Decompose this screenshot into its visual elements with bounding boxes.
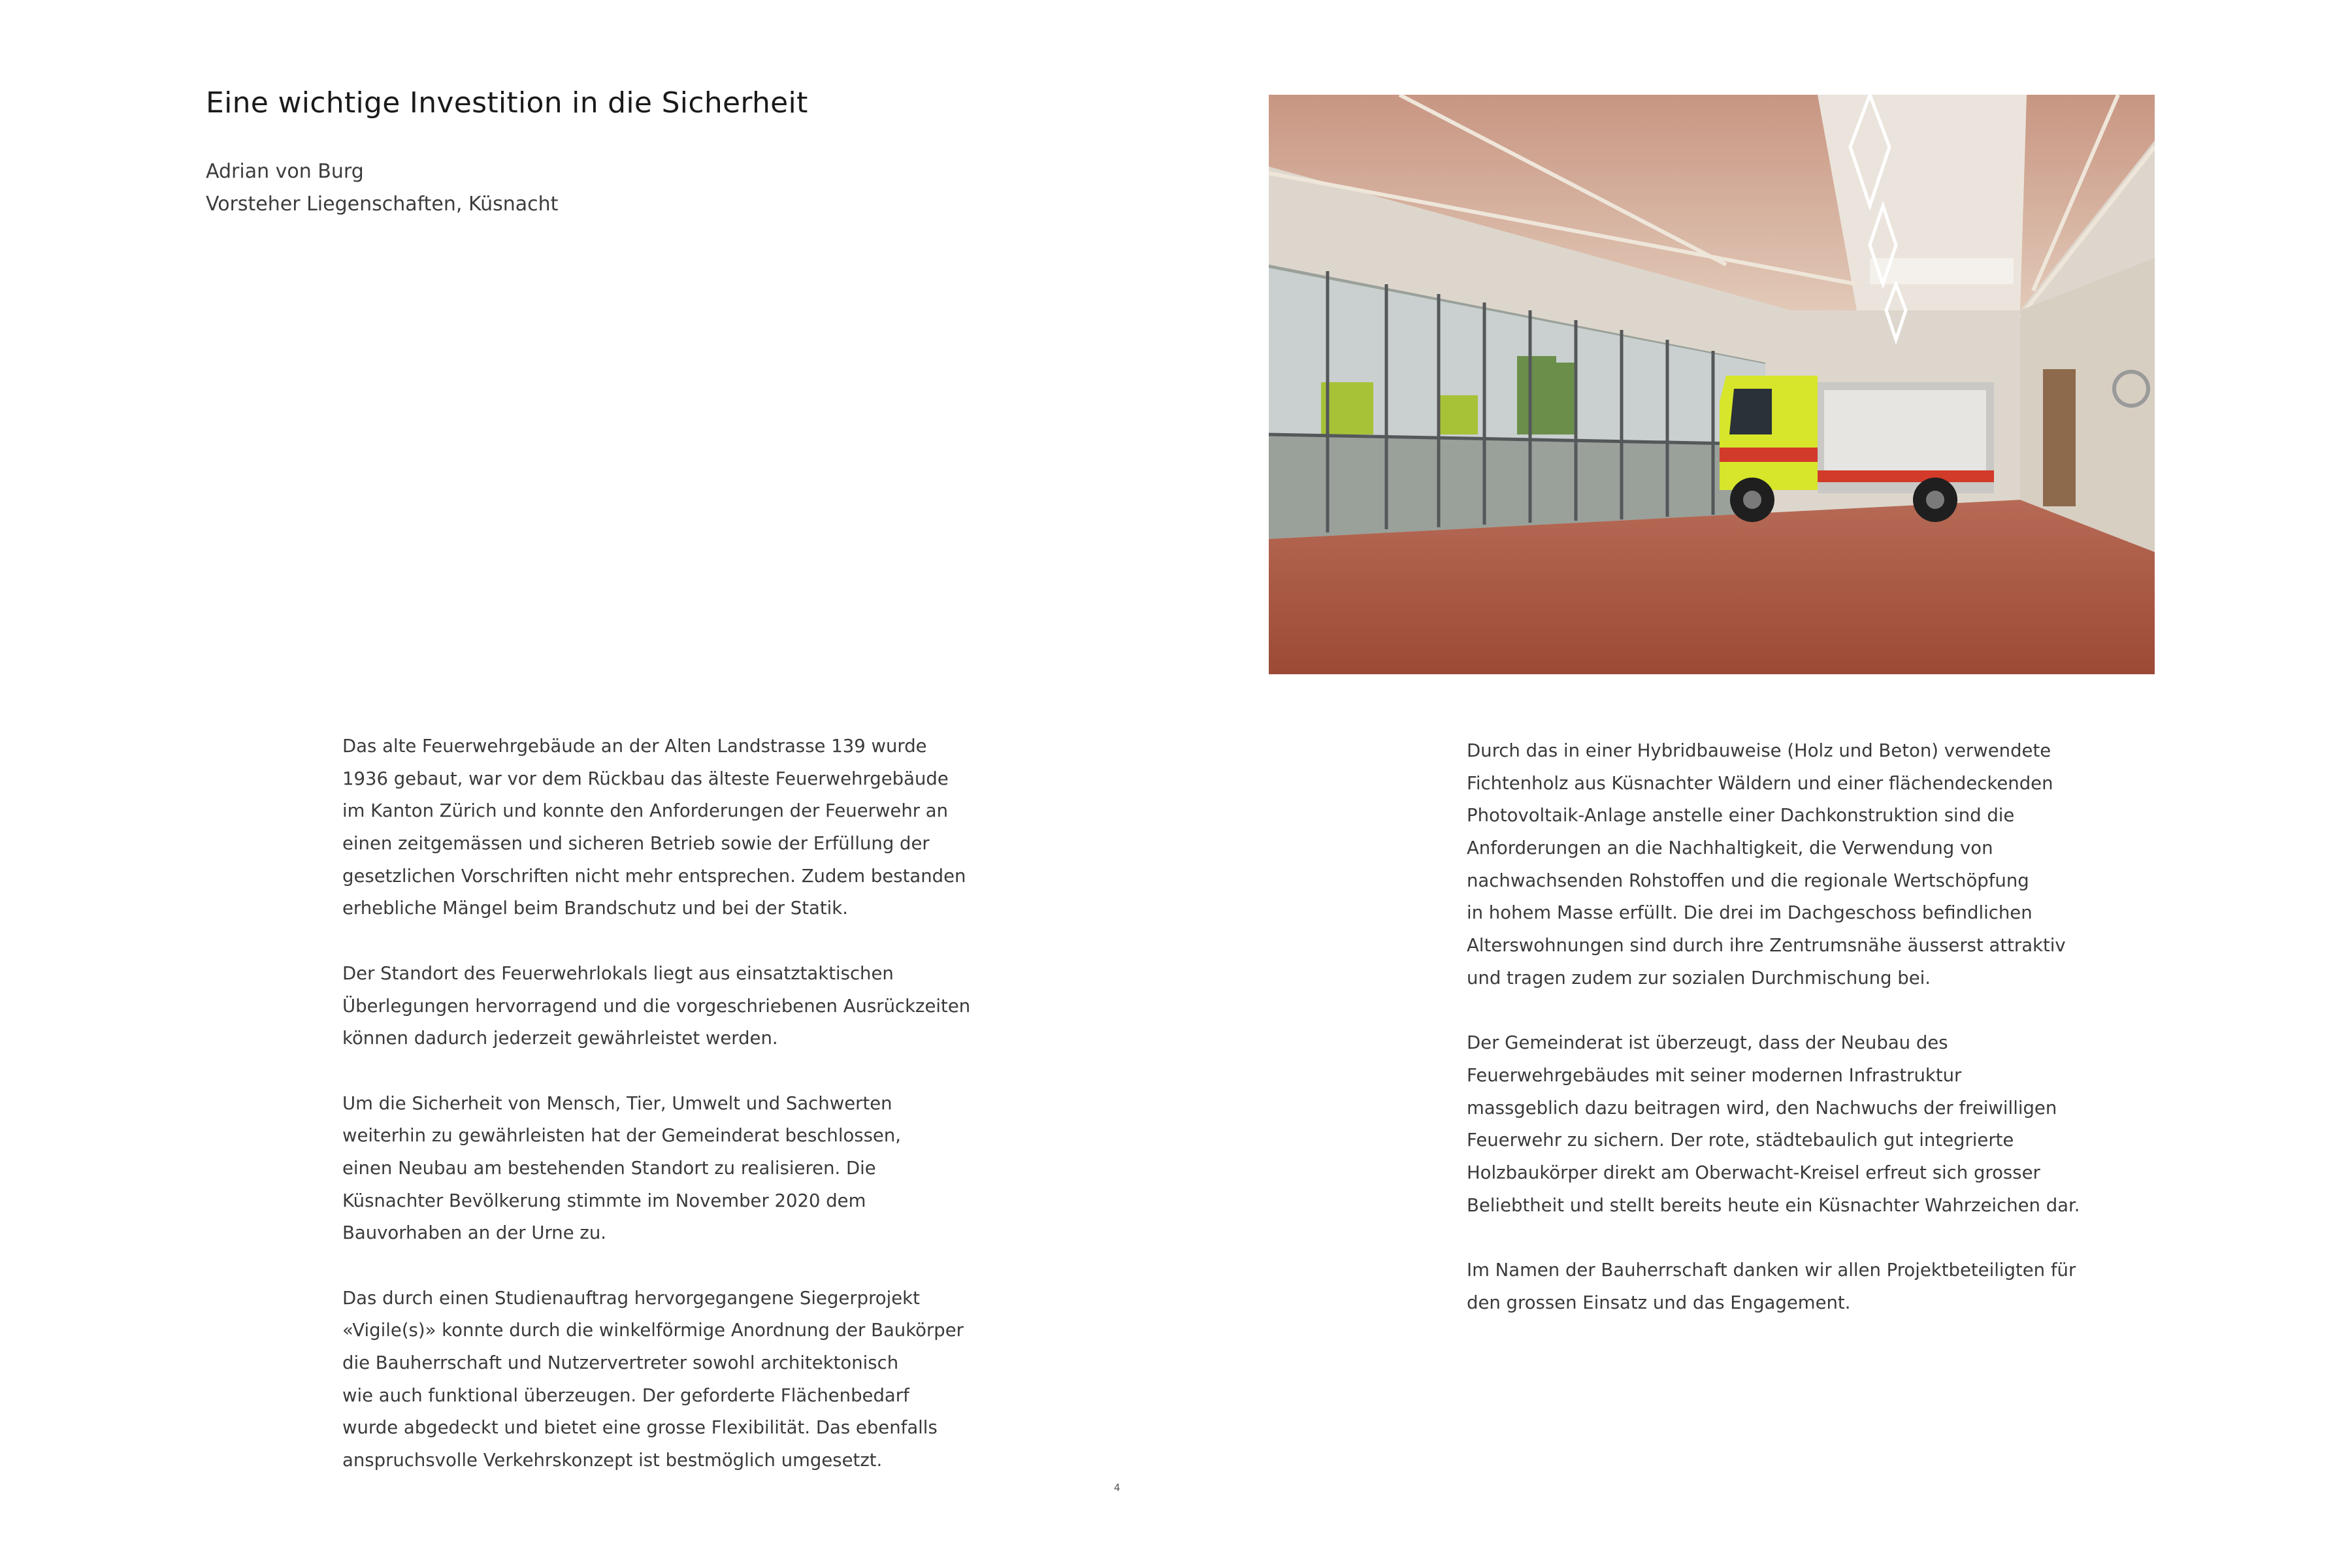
text-line: nachwachsenden Rohstoffen und die regionale Wertschöpfung	[1467, 870, 2029, 891]
text-line: Küsnachter Bevölkerung stimmte im November 2020 dem	[342, 1190, 866, 1211]
text-line: gesetzlichen Vorschriften nicht mehr entsprechen. Zudem bestanden	[342, 865, 966, 887]
text-line: anspruchsvolle Verkehrskonzept ist bestmöglich umgesetzt.	[342, 1450, 883, 1471]
paragraph-gap	[342, 1055, 996, 1088]
text-line: einen zeitgemässen und sicheren Betrieb sowie der Erfüllung der	[342, 833, 930, 855]
text-line: 1936 gebaut, war vor dem Rückbau das älteste Feuerwehrgebäude	[342, 768, 949, 789]
text-line: wie auch funktional überzeugen. Der geforderte Flächenbedarf	[342, 1384, 909, 1406]
text-line: Überlegungen hervorragend und die vorgeschriebenen Ausrückzeiten	[342, 995, 971, 1017]
left-text-column	[342, 730, 996, 1477]
text-line: Feuerwehrgebäudes mit seiner modernen Infrastruktur	[1467, 1064, 1962, 1086]
text-line: Anforderungen an die Nachhaltigkeit, die Verwendung von	[1467, 838, 1993, 859]
paragraph	[342, 1088, 996, 1250]
article-title: Eine wichtige Investition in die Sicherheit	[206, 86, 808, 120]
paragraph	[342, 730, 996, 925]
author-role: Vorsteher Liegenschaften, Küsnacht	[206, 193, 559, 216]
text-line: Das alte Feuerwehrgebäude an der Alten Landstrasse 139 wurde	[342, 736, 927, 757]
text-line: Durch das in einer Hybridbauweise (Holz und Beton) verwendete	[1467, 740, 2051, 761]
text-line: den grossen Einsatz und das Engagement.	[1467, 1292, 1851, 1313]
text-line: und tragen zudem zur sozialen Durchmischung bei.	[1467, 967, 1931, 988]
text-line: Photovoltaik-Anlage anstelle einer Dachkonstruktion sind die	[1467, 805, 2015, 826]
text-line: Fichtenholz aus Küsnachter Wäldern und einer flächendeckenden	[1467, 772, 2053, 794]
paragraph-gap	[342, 925, 996, 958]
paragraph-gap	[1467, 995, 2120, 1028]
text-line: Beliebtheit und stellt bereits heute ein Küsnachter Wahrzeichen dar.	[1467, 1194, 2080, 1216]
paragraph	[1467, 1254, 2120, 1319]
page-number: 4	[1114, 1482, 1120, 1494]
text-line: erhebliche Mängel beim Brandschutz und bei der Statik.	[342, 898, 848, 919]
text-line: in hohem Masse erfüllt. Die drei im Dachgeschoss befindlichen	[1467, 902, 2033, 924]
paragraph-gap	[1467, 1222, 2120, 1254]
text-line: massgeblich dazu beitragen wird, den Nachwuchs der freiwilligen	[1467, 1097, 2057, 1119]
paragraph-gap	[342, 1250, 996, 1282]
text-line: weiterhin zu gewährleisten hat der Gemeinderat beschlossen,	[342, 1125, 902, 1147]
text-line: Der Gemeinderat ist überzeugt, dass der Neubau des	[1467, 1032, 1948, 1054]
text-line: Der Standort des Feuerwehrlokals liegt aus einsatztaktischen	[342, 962, 894, 984]
paragraph	[342, 1282, 996, 1477]
right-text-column	[1467, 735, 2120, 1319]
text-line: Um die Sicherheit von Mensch, Tier, Umwelt und Sachwerten	[342, 1092, 892, 1114]
text-line: Bauvorhaben an der Urne zu.	[342, 1222, 606, 1244]
text-line: Im Namen der Bauherrschaft danken wir allen Projektbeteiligten für	[1467, 1260, 2076, 1281]
paragraph	[1467, 1027, 2120, 1222]
text-line: können dadurch jederzeit gewährleistet werden.	[342, 1028, 778, 1049]
paragraph	[342, 958, 996, 1055]
author-name: Adrian von Burg	[206, 160, 364, 183]
paragraph	[1467, 735, 2120, 995]
text-line: im Kanton Zürich und konnte den Anforderungen der Feuerwehr an	[342, 800, 949, 822]
fire-station-hall-photo	[1269, 95, 2155, 674]
text-line: Holzbaukörper direkt am Oberwacht-Kreisel erfreut sich grosser	[1467, 1162, 2040, 1183]
text-line: die Bauherrschaft und Nutzervertreter sowohl architektonisch	[342, 1352, 899, 1374]
text-line: «Vigile(s)» konnte durch die winkelförmige Anordnung der Baukörper	[342, 1320, 964, 1341]
text-line: einen Neubau am bestehenden Standort zu realisieren. Die	[342, 1157, 876, 1179]
text-line: wurde abgedeckt und bietet eine grosse Flexibilität. Das ebenfalls	[342, 1417, 938, 1439]
author-block	[206, 155, 558, 221]
text-line: Feuerwehr zu sichern. Der rote, städtebaulich gut integrierte	[1467, 1130, 2014, 1151]
text-line: Alterswohnungen sind durch ihre Zentrumsnähe äusserst attraktiv	[1467, 935, 2066, 956]
text-line: Das durch einen Studienauftrag hervorgegangene Siegerprojekt	[342, 1287, 920, 1309]
